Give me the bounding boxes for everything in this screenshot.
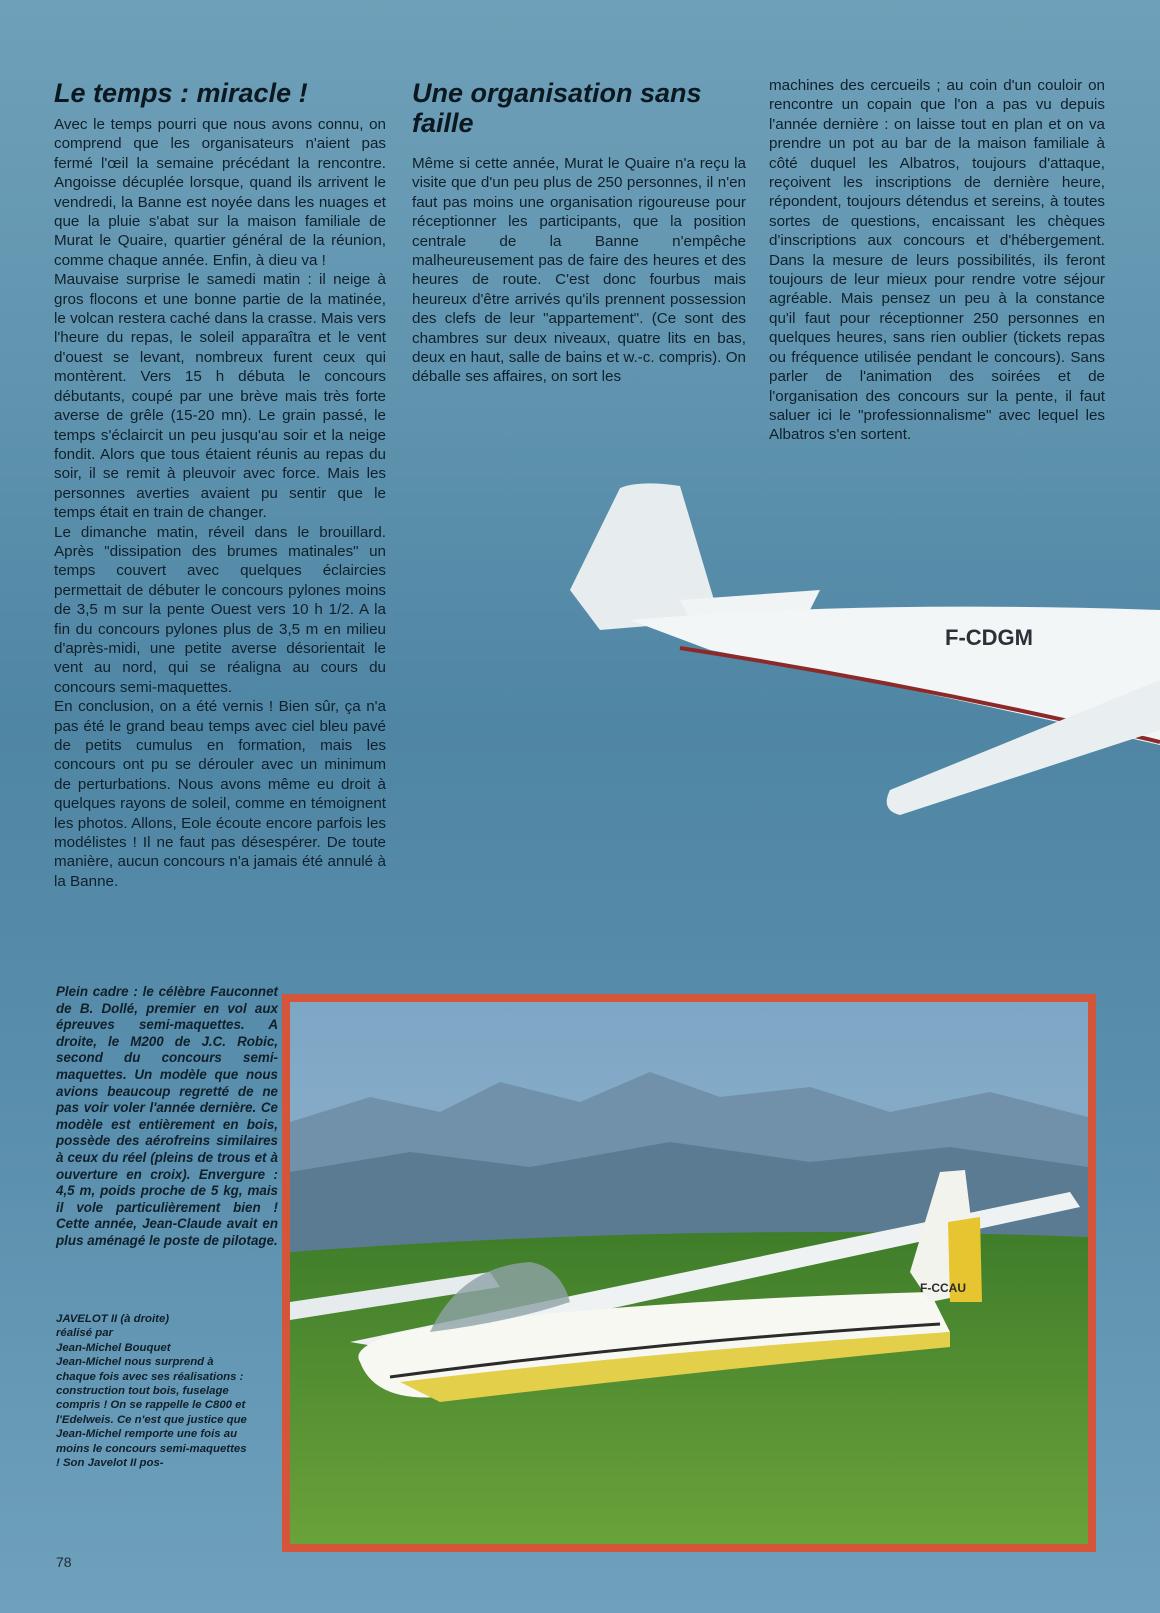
caption-title: Jean-Michel Bouquet <box>56 1341 171 1354</box>
paragraph: Avec le temps pourri que nous avons connu, on comprend que les organisateurs n'aient pas fermé l'œil la semaine précédant la rencontre. Angoisse décuplée lorsque, quand ils arrivent le vendredi, la Banne est noyée dans les nuages et que la pluie s'abat sur la maison familiale de Murat le Quaire, quartier général de la réunion, comme chaque année. Enfin, à dieu va ! <box>54 116 386 269</box>
paragraph: Mauvaise surprise le samedi matin : il neige à gros flocons et une bonne partie de la matinée, le volcan restera caché dans la crasse. Mais vers l'heure du repas, le soleil apparaîtra et le vent d'ouest se levant, nombreux furent ceux qui montèrent. Vers 15 h débuta le concours débutants, coupé par une brève mais très forte averse de grêle (15-20 mn). Le grain passé, le temps s'éclaircit un peu jusqu'au soir et la neige fondit. Alors que tous étaient réunis au repas du soir, il se remit à pleuvoir avec force. Mais les personnes averties avaient pu sentir que le temps était en train de changer. <box>54 271 386 522</box>
article-column-2 <box>412 154 746 387</box>
photo-registration: F-CCAU <box>920 1281 966 1295</box>
photo-caption <box>56 984 278 1262</box>
article-column-3 <box>769 76 1105 445</box>
paragraph: En conclusion, on a été vernis ! Bien sûr, ça n'a pas été le grand beau temps avec ciel bleu pavé de petits cumulus en formation, mais les concours ont pu se dérouler avec un minimum de perturbations. Nous avons même eu droit à quelques rayons de soleil, comme en témoignent les photos. Allons, Eole écoute encore parfois les modélistes ! Il ne faut pas désespérer. De toute manière, aucun concours n'a jamais été annulé à la Banne. <box>54 698 386 890</box>
caption-title: réalisé par <box>56 1327 113 1340</box>
page-number: 78 <box>56 1554 72 1570</box>
section2-heading: Une organisation sans faille <box>412 78 702 138</box>
caption-text: Plein cadre : le célèbre Fauconnet de B. Dollé, premier en vol aux épreuves semi-maquettes. A droite, le M200 de J.C. Robic, second du concours semi-maquettes. Un modèle que nous avions beaucoup regretté de ne pas voir voler l'année dernière. Ce modèle est entièrement en bois, possède des aérofreins similaires à ceux du réel (pleins de trous et à ouverture en croix). Envergure : 4,5 m, poids proche de 5 kg, mais il vole particulièrement bien ! Cette année, Jean-Claude avait en plus aménagé le poste de pilotage. <box>56 984 278 1248</box>
section1-heading: Le temps : miracle ! <box>54 78 308 108</box>
glider-photo-image <box>290 1002 1088 1544</box>
caption-title: JAVELOT II (à droite) <box>56 1313 170 1325</box>
glider-registration: F-CDGM <box>945 625 1033 650</box>
glider-photo <box>282 994 1096 1552</box>
javelot-caption <box>56 1312 252 1470</box>
caption-body: Jean-Michel nous surprend à chaque fois avec ses réalisations : construction tout bois, fuselage compris ! On se rappelle le C800 et l'Edelweis. Ce n'est que justice que Jean-Michel remporte une fois au moins le concours semi-maquettes ! Son Javelot II pos- <box>56 1356 247 1470</box>
paragraph: machines des cercueils ; au coin d'un couloir on rencontre un copain que l'on a pas vu depuis l'année dernière : on laisse tout en plan et on va prendre un pot au bar de la maison familiale à côté duquel les Albatros, toujours d'attaque, reçoivent les inscriptions de dernière heure, répondent, toujours détendus et sereins, à toutes sortes de questions, encaissant les chèques d'inscriptions aux concours et d'hébergement. Dans la mesure de leurs possibilités, ils feront toujours de leur mieux pour rendre votre séjour agréable. Mais pensez un peu à la constance qu'il faut pour réceptionner 250 personnes en quelques heures, sans rien oublier (tickets repas ou fréquence utilisée pendant le concours). Sans parler de l'animation des soirées et de l'organisation des concours sur la pente, il faut saluer ici le "professionnalisme" avec lequel les Albatros s'en sortent. <box>769 77 1105 444</box>
paragraph: Le dimanche matin, réveil dans le brouillard. Après "dissipation des brumes matinales" un temps couvert avec quelques éclaircies permettait de débuter le concours pylones moins de 3,5 m sur la pente Ouest vers 10 h 1/2. A la fin du concours pylones plus de 3,5 m en milieu d'après-midi, une petite averse désorientait le vent au nord, qui se réaligna au cours du concours semi-maquettes. <box>54 523 386 696</box>
article-column-1 <box>54 115 386 891</box>
flying-glider-illustration <box>560 480 1160 840</box>
paragraph: Même si cette année, Murat le Quaire n'a reçu la visite que d'un peu plus de 250 personnes, il n'en faut pas moins une organisation rigoureuse pour réceptionner les participants, que la position centrale de la Banne n'empêche malheureusement pas de faire des heures et des heures de route. C'est donc fourbus mais heureux d'être arrivés qu'ils prennent possession des clefs de leur "appartement". (Ce sont des chambres sur deux niveaux, quatre lits en bas, deux en haut, salle de bains et w.-c. compris). On déballe ses affaires, on sort les <box>412 155 746 386</box>
